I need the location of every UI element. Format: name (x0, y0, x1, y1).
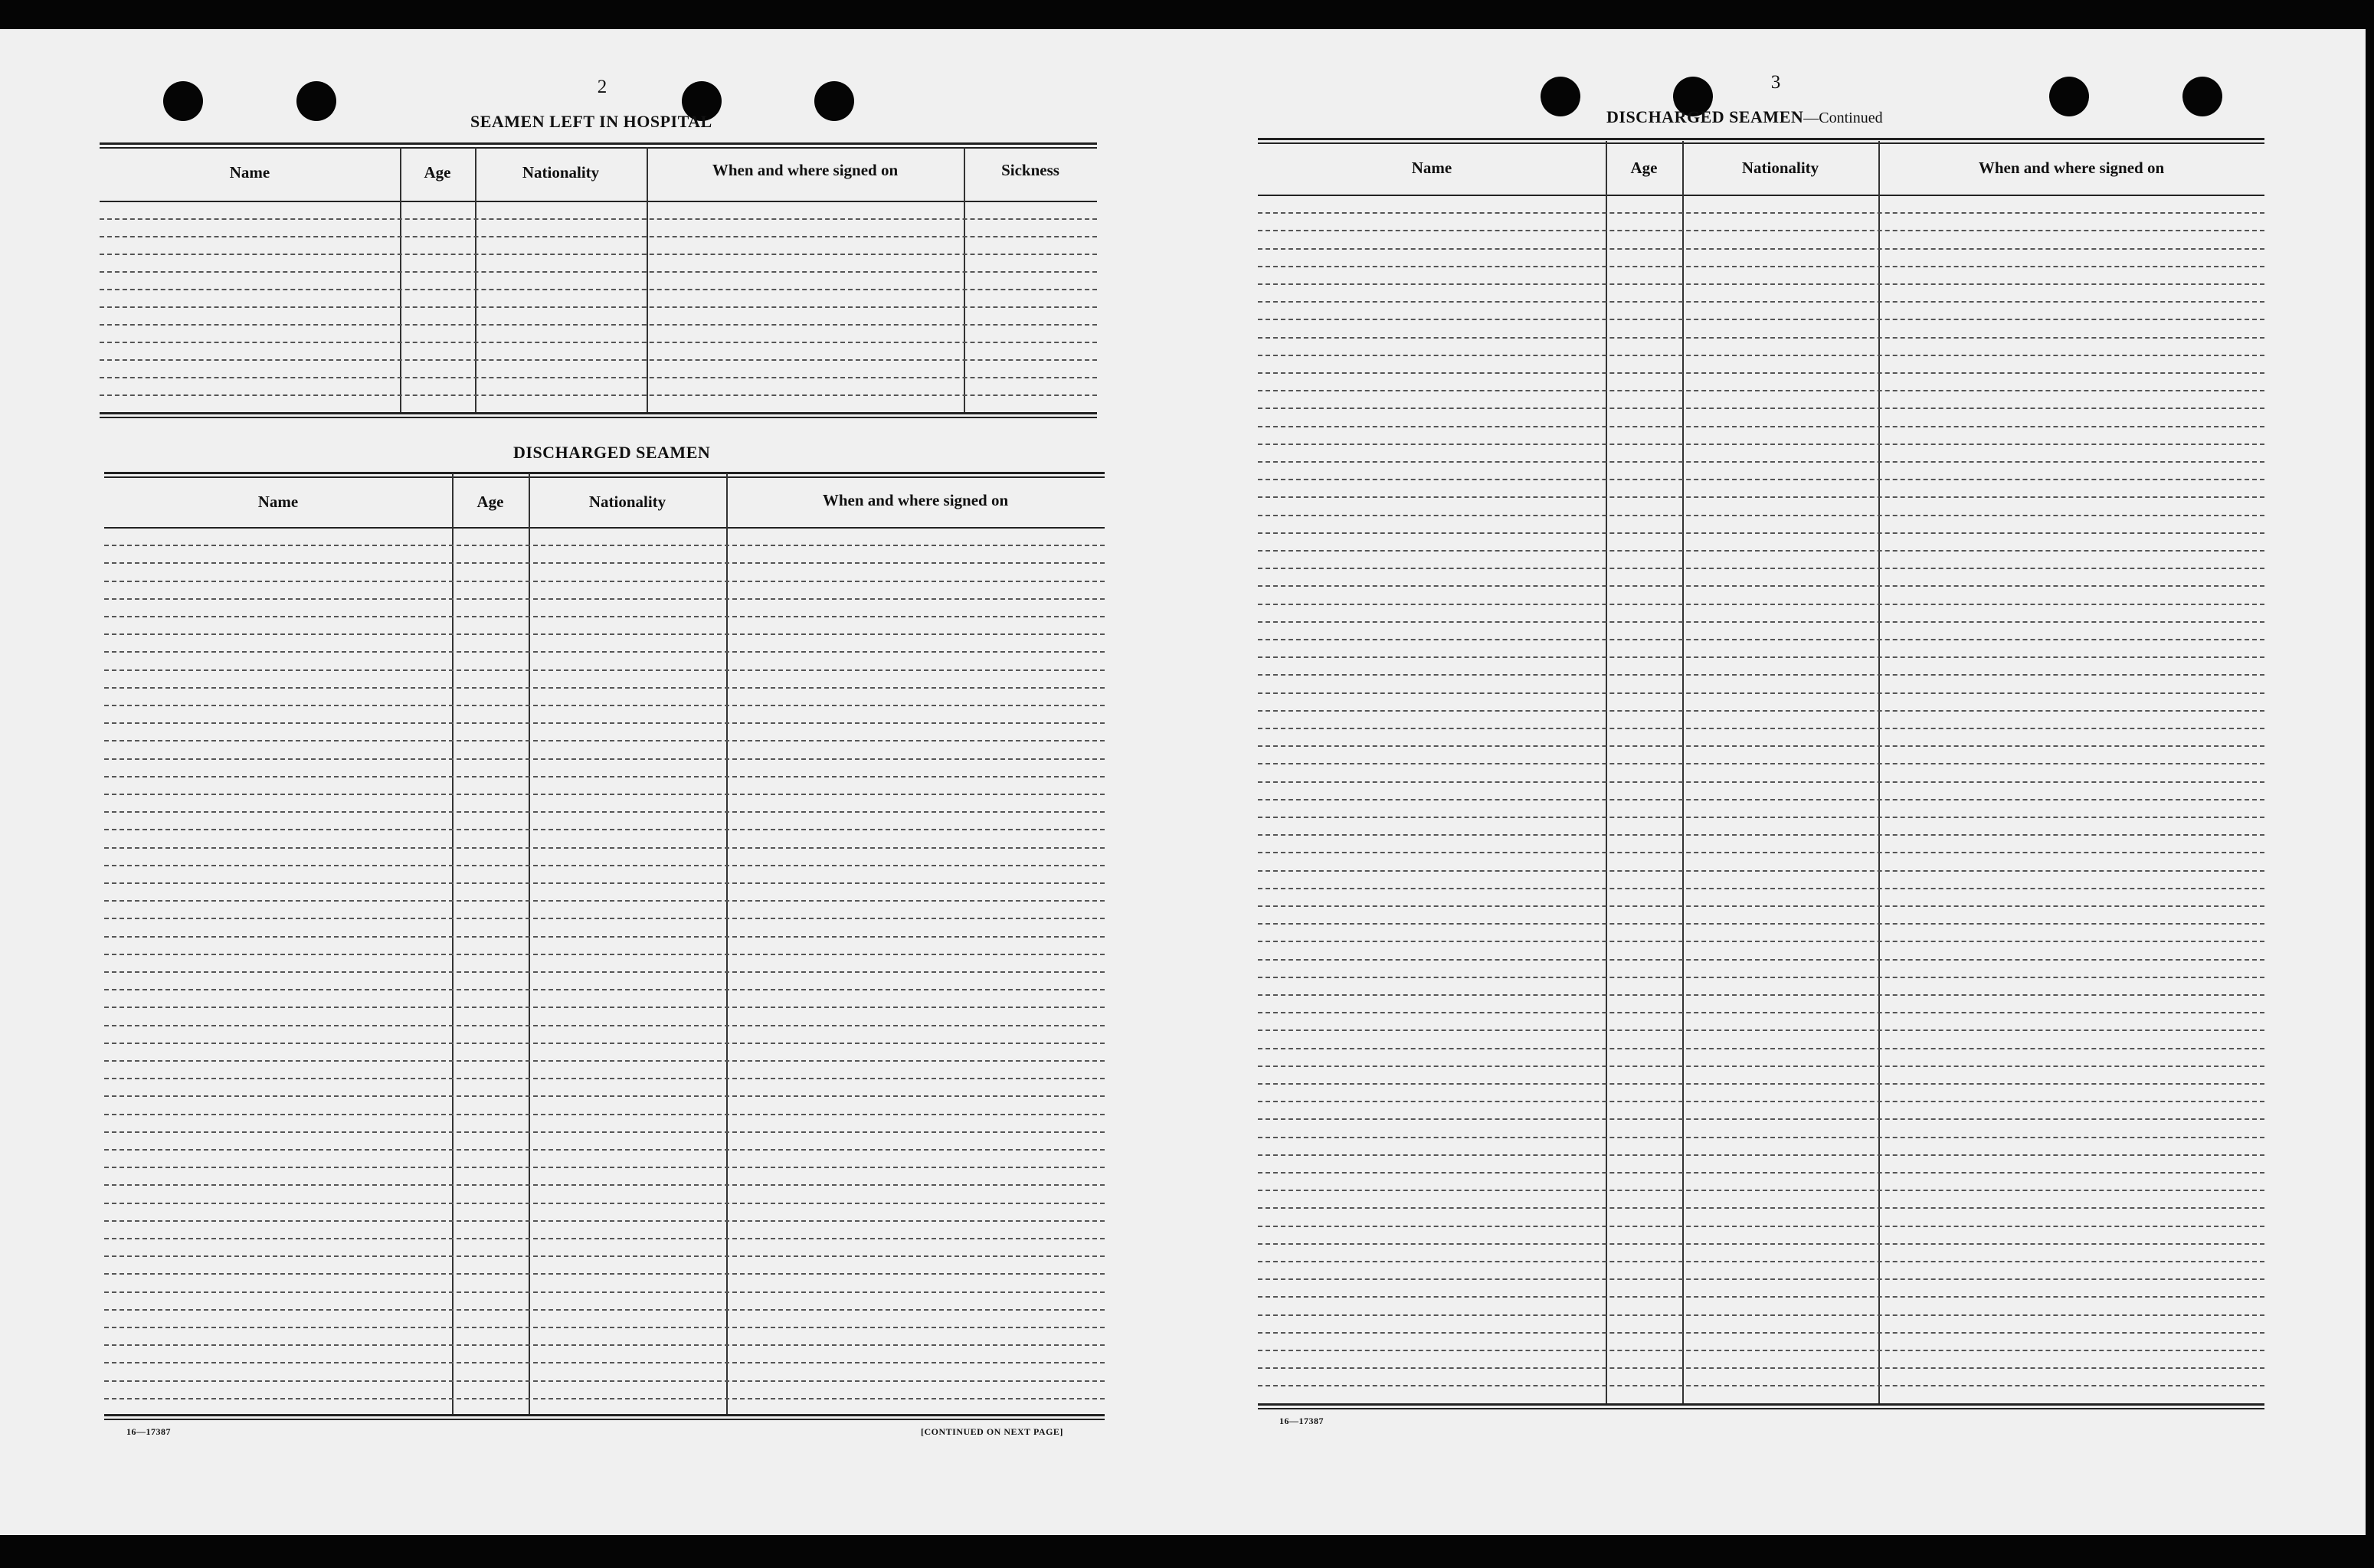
blank-entry-row (1258, 1385, 2264, 1386)
discharged-header-rule (104, 527, 1105, 529)
blank-entry-row (1258, 496, 2264, 498)
blank-entry-row (1258, 1350, 2264, 1351)
blank-entry-row (1258, 905, 2264, 907)
blank-entry-row (1258, 532, 2264, 534)
blank-entry-row (100, 289, 1097, 290)
blank-entry-row (100, 218, 1097, 220)
blank-entry-row (104, 1007, 1105, 1008)
column-header-age: Age (476, 493, 504, 511)
column-header-name: Name (257, 493, 299, 511)
discharged-table-top-rule (104, 472, 1105, 478)
blank-entry-row (1258, 1137, 2264, 1138)
blank-entry-row (104, 1060, 1105, 1062)
blank-entry-row (104, 1203, 1105, 1204)
blank-entry-row (1258, 1278, 2264, 1280)
blank-entry-row (104, 1220, 1105, 1222)
continued-note: [CONTINUED ON NEXT PAGE] (921, 1426, 1063, 1437)
blank-entry-row (1258, 817, 2264, 818)
blank-entry-row (104, 900, 1105, 902)
blank-entry-row (1258, 550, 2264, 552)
column-divider (964, 147, 965, 412)
blank-entry-row (104, 1043, 1105, 1044)
blank-entry-row (104, 1131, 1105, 1133)
discharged-table-bottom-rule (104, 1414, 1105, 1420)
punch-hole (2049, 77, 2089, 116)
blank-entry-row (104, 1025, 1105, 1026)
blank-entry-row (104, 971, 1105, 973)
blank-entry-row (104, 562, 1105, 564)
blank-entry-row (1258, 656, 2264, 658)
blank-entry-row (100, 271, 1097, 273)
blank-entry-row (1258, 515, 2264, 516)
right-header-rule (1258, 195, 2264, 196)
blank-entry-row (1258, 799, 2264, 800)
blank-entry-row (1258, 959, 2264, 961)
right-table-top-rule (1258, 138, 2264, 144)
blank-entry-row (1258, 1172, 2264, 1174)
blank-entry-row (104, 616, 1105, 617)
blank-entry-row (1258, 745, 2264, 747)
blank-entry-row (104, 1255, 1105, 1257)
blank-entry-row (1258, 1048, 2264, 1049)
blank-entry-row (104, 1167, 1105, 1168)
blank-entry-row (104, 669, 1105, 671)
blank-entry-row (1258, 852, 2264, 853)
blank-entry-row (1258, 621, 2264, 623)
blank-entry-row (1258, 426, 2264, 427)
blank-entry-row (1258, 692, 2264, 694)
blank-entry-row (1258, 319, 2264, 320)
blank-entry-row (1258, 444, 2264, 445)
blank-entry-row (104, 794, 1105, 795)
blank-entry-row (104, 829, 1105, 830)
blank-entry-row (104, 847, 1105, 849)
blank-entry-row (104, 1078, 1105, 1079)
right-section-title-text: DISCHARGED SEAMEN (1606, 107, 1804, 126)
blank-entry-row (104, 1380, 1105, 1382)
column-header-age: Age (424, 163, 451, 182)
column-divider (647, 147, 648, 412)
blank-entry-row (1258, 301, 2264, 303)
blank-entry-row (104, 1344, 1105, 1346)
column-header-when-where-signed: When and where signed on (822, 491, 1009, 509)
blank-entry-row (1258, 568, 2264, 569)
blank-entry-row (1258, 1012, 2264, 1013)
blank-entry-row (1258, 728, 2264, 729)
column-divider (1606, 141, 1607, 1403)
column-header-name: Name (1411, 159, 1452, 177)
blank-entry-row (1258, 248, 2264, 250)
blank-entry-row (1258, 1296, 2264, 1298)
blank-entry-row (1258, 977, 2264, 978)
blank-entry-row (1258, 585, 2264, 587)
blank-entry-row (1258, 1190, 2264, 1191)
form-number-right: 16—17387 (1279, 1416, 1324, 1426)
blank-entry-row (104, 1184, 1105, 1186)
column-header-sickness: Sickness (1001, 161, 1059, 179)
blank-entry-row (104, 1309, 1105, 1311)
column-header-nationality: Nationality (522, 163, 600, 182)
blank-entry-row (1258, 337, 2264, 339)
blank-entry-row (100, 324, 1097, 326)
blank-entry-row (1258, 1066, 2264, 1067)
column-header-nationality: Nationality (588, 493, 666, 511)
blank-entry-row (1258, 283, 2264, 285)
blank-entry-row (1258, 994, 2264, 996)
blank-entry-row (1258, 1118, 2264, 1120)
blank-entry-row (1258, 390, 2264, 391)
hospital-table-bottom-rule (100, 412, 1097, 418)
blank-entry-row (104, 1238, 1105, 1239)
column-divider (1878, 141, 1880, 1403)
column-header-when-where-signed: When and where signed on (712, 161, 899, 179)
blank-entry-row (1258, 1030, 2264, 1031)
blank-entry-row (104, 989, 1105, 990)
blank-entry-row (1258, 230, 2264, 231)
blank-entry-row (1258, 1367, 2264, 1369)
blank-entry-row (1258, 372, 2264, 374)
page-number-right: 3 (1770, 72, 1781, 93)
blank-entry-row (104, 1095, 1105, 1097)
blank-entry-row (1258, 888, 2264, 889)
blank-entry-row (104, 740, 1105, 741)
punch-hole (1541, 77, 1580, 116)
blank-entry-row (1258, 1154, 2264, 1156)
column-header-when-where-signed: When and where signed on (1978, 159, 2165, 177)
punch-hole (814, 81, 854, 121)
blank-entry-row (104, 918, 1105, 919)
blank-entry-row (1258, 1226, 2264, 1227)
blank-entry-row (1258, 479, 2264, 480)
blank-entry-row (104, 1327, 1105, 1328)
blank-entry-row (1258, 461, 2264, 463)
blank-entry-row (1258, 266, 2264, 267)
column-header-name: Name (229, 163, 270, 182)
page-number-left: 2 (597, 77, 607, 97)
blank-entry-row (104, 687, 1105, 689)
blank-entry-row (1258, 923, 2264, 925)
blank-entry-row (1258, 639, 2264, 640)
blank-entry-row (104, 651, 1105, 653)
blank-entry-row (104, 936, 1105, 938)
punch-hole (2182, 77, 2222, 116)
blank-entry-row (1258, 1243, 2264, 1245)
blank-entry-row (104, 1291, 1105, 1293)
blank-entry-row (1258, 1332, 2264, 1334)
blank-entry-row (1258, 408, 2264, 409)
blank-entry-row (1258, 1101, 2264, 1102)
column-header-nationality: Nationality (1741, 159, 1819, 177)
column-header-age: Age (1630, 159, 1658, 177)
blank-entry-row (1258, 781, 2264, 783)
blank-entry-row (104, 882, 1105, 884)
right-section-title-suffix: —Continued (1803, 110, 1883, 126)
blank-entry-row (100, 394, 1097, 396)
column-divider (1682, 141, 1684, 1403)
blank-entry-row (1258, 1083, 2264, 1085)
blank-entry-row (1258, 212, 2264, 214)
blank-entry-row (1258, 834, 2264, 836)
blank-entry-row (1258, 1261, 2264, 1262)
blank-entry-row (100, 236, 1097, 237)
column-divider (475, 147, 476, 412)
right-section-title (1606, 107, 1883, 127)
blank-entry-row (104, 1398, 1105, 1399)
blank-entry-row (104, 1114, 1105, 1115)
blank-entry-row (104, 705, 1105, 706)
blank-entry-row (1258, 1207, 2264, 1209)
blank-entry-row (104, 1273, 1105, 1275)
blank-entry-row (104, 1149, 1105, 1151)
blank-entry-row (104, 776, 1105, 777)
hospital-section-title: SEAMEN LEFT IN HOSPITAL (470, 112, 712, 131)
blank-entry-row (1258, 941, 2264, 942)
blank-entry-row (1258, 604, 2264, 605)
blank-entry-row (104, 758, 1105, 760)
blank-entry-row (100, 306, 1097, 308)
punch-hole (296, 81, 336, 121)
blank-entry-row (1258, 870, 2264, 872)
right-table-bottom-rule (1258, 1403, 2264, 1409)
form-number-left: 16—17387 (126, 1426, 171, 1437)
blank-entry-row (100, 342, 1097, 343)
blank-entry-row (104, 811, 1105, 813)
discharged-section-title: DISCHARGED SEAMEN (513, 443, 711, 462)
blank-entry-row (1258, 355, 2264, 356)
blank-entry-row (1258, 710, 2264, 712)
blank-entry-row (104, 722, 1105, 724)
blank-entry-row (104, 954, 1105, 955)
punch-hole (163, 81, 203, 121)
blank-entry-row (100, 359, 1097, 361)
blank-entry-row (104, 1362, 1105, 1363)
column-divider (400, 147, 401, 412)
blank-entry-row (100, 377, 1097, 378)
blank-entry-row (104, 633, 1105, 635)
blank-entry-row (104, 581, 1105, 582)
hospital-table-top-rule (100, 142, 1097, 149)
blank-entry-row (104, 598, 1105, 600)
blank-entry-row (104, 545, 1105, 546)
blank-entry-row (1258, 763, 2264, 764)
blank-entry-row (1258, 1314, 2264, 1316)
blank-entry-row (1258, 674, 2264, 676)
blank-entry-row (104, 865, 1105, 866)
hospital-header-rule (100, 201, 1097, 202)
blank-entry-row (100, 254, 1097, 255)
